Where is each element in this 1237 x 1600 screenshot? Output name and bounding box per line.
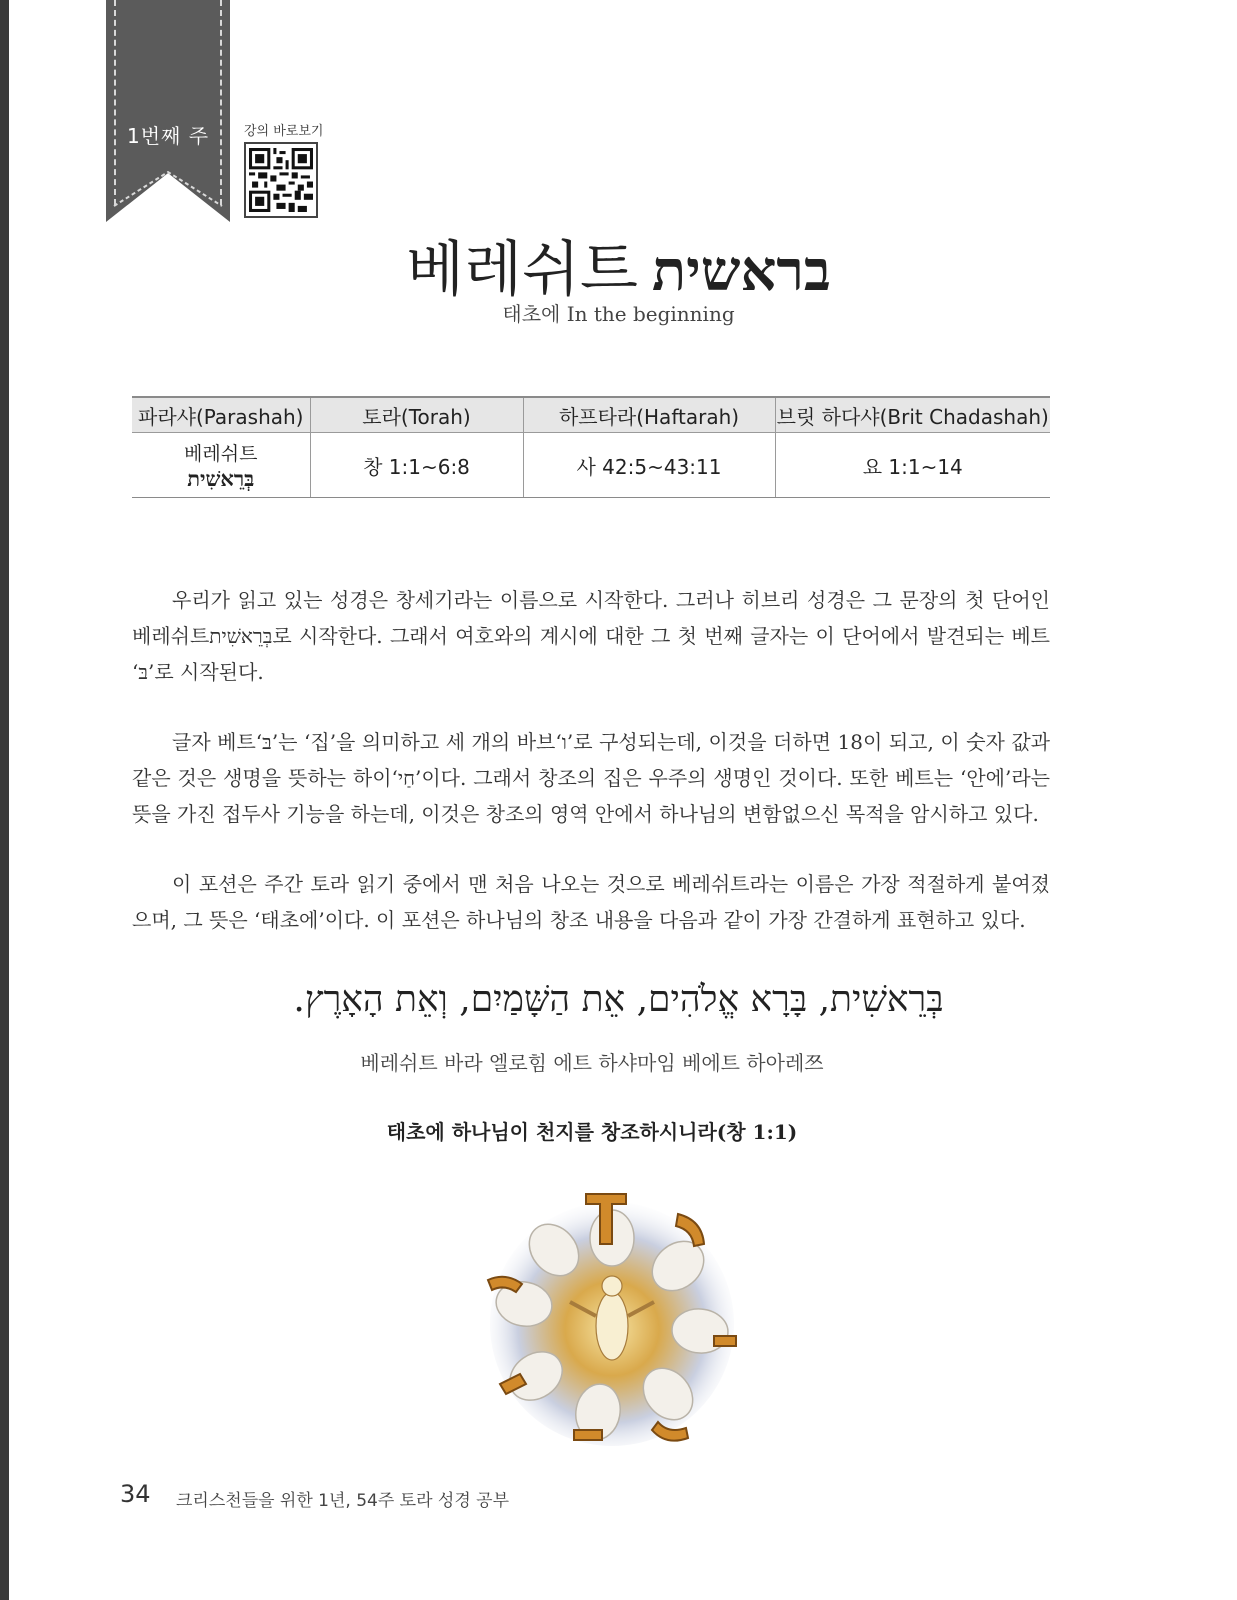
qr-caption: 강의 바로보기	[244, 124, 324, 139]
title-hebrew: בראשית	[651, 238, 831, 304]
title-korean: 베레쉬트	[406, 235, 638, 305]
header-parashah: 파라샤(Parashah)	[132, 397, 310, 433]
parashah-table	[132, 396, 1050, 498]
book-title: 크리스천들을 위한 1년, 54주 토라 성경 공부	[176, 1491, 510, 1511]
table-row	[132, 433, 1050, 498]
body-paragraph-2: 글자 베트‘בּ’는 ‘집’을 의미하고 세 개의 바브‘ו’로 구성되는데, 이것을 더하면 18이 되고, 이 숫자 값과 같은 것은 생명을 뜻하는 하이‘חַי’이다. 그래서 창조의 집은 우주의 생명인 것이다. 또한 베트는 ‘안에’라는 뜻을 가진 접두사 기능을 하는데, 이것은 창조의 영역 안에서 하나님의 변함없으신 목적을 암시하고 있다.	[132, 730, 1051, 826]
cell-haftarah: 사 42:5~43:11	[523, 433, 775, 498]
week-label: 1번째 주	[126, 124, 210, 148]
qr-code-graphic	[249, 147, 313, 213]
table-header-row	[132, 397, 1050, 433]
verse-transliteration: 베레쉬트 바라 엘로힘 에트 하샤마임 베에트 하아레쯔	[360, 1051, 824, 1075]
creation-artwork-icon	[478, 1186, 746, 1450]
page-subtitle: 태초에 In the beginning	[502, 302, 735, 326]
header-brit-chadashah: 브릿 하다샤(Brit Chadashah)	[775, 397, 1050, 433]
qr-code-icon[interactable]	[244, 142, 318, 218]
cell-brit-chadashah: 요 1:1~14	[775, 433, 1050, 498]
body-paragraph-3: 이 포션은 주간 토라 읽기 중에서 맨 처음 나오는 것으로 베레쉬트라는 이름은 가장 적절하게 붙여졌으며, 그 뜻은 ‘태초에’이다. 이 포션은 하나님의 창조 내용을 다음과 같이 가장 간결하게 표현하고 있다.	[132, 872, 1050, 932]
verse-hebrew: בְּרֵאשִׁית, בָּרָא אֱלֹהִים, אֵת הַשָּׁמַיִם, וְאֵת הָאָרֶץ.	[293, 979, 944, 1020]
header-torah: 토라(Torah)	[310, 397, 523, 433]
cell-parashah-korean: 베레쉬트	[184, 442, 258, 465]
cell-torah: 창 1:1~6:8	[310, 433, 523, 498]
verse-korean: 태초에 하나님이 천지를 창조하시니라(창 1:1)	[386, 1120, 798, 1144]
cell-parashah-hebrew: בְּרֵאשִׁית	[187, 465, 255, 491]
cell-parashah	[132, 433, 310, 498]
page-number: 34	[120, 1480, 151, 1508]
page-title	[0, 222, 1237, 308]
body-paragraph-1: 우리가 읽고 있는 성경은 창세기라는 이름으로 시작한다. 그러나 히브리 성경은 그 문장의 첫 단어인 베레쉬트בְּרֵאשִׁית로 시작한다. 그래서 여호와의 계시에 대한 그 첫 번째 글자는 이 단어에서 발견되는 베트 ‘בּ’로 시작된다.	[132, 588, 1050, 684]
ribbon-stitch-vee	[112, 168, 224, 208]
header-haftarah: 하프타라(Haftarah)	[523, 397, 775, 433]
